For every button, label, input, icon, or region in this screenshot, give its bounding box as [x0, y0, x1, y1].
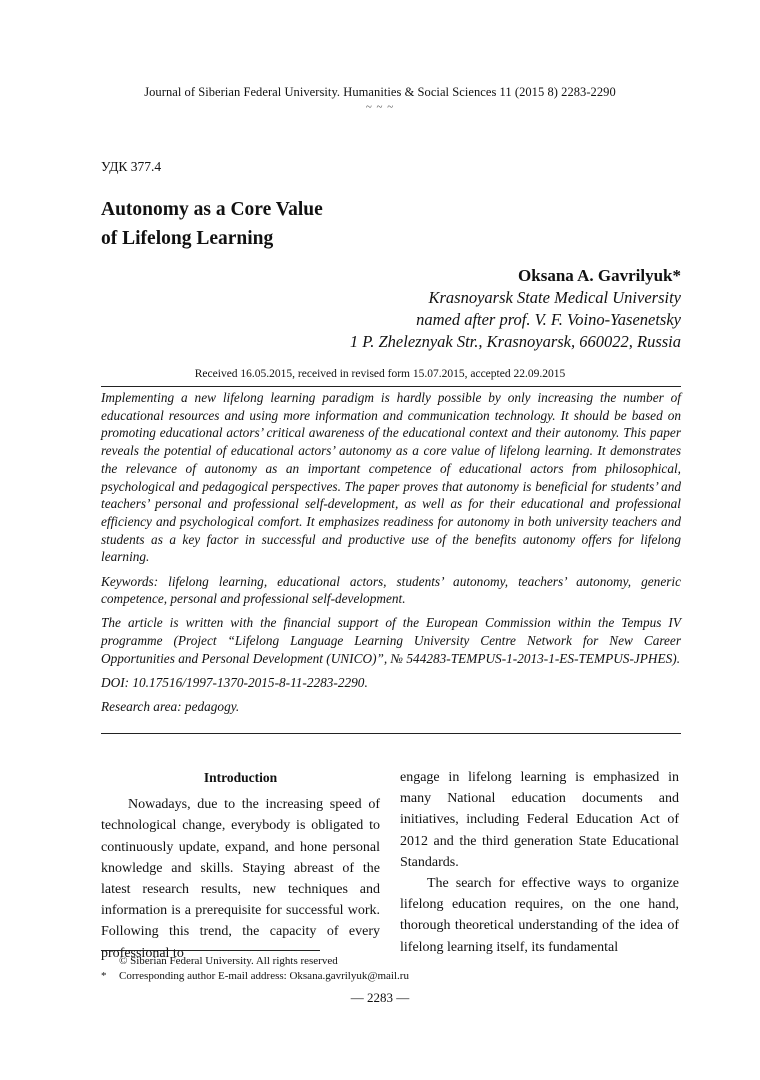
page-number: — 2283 —	[350, 990, 410, 1005]
udk-code: УДК 377.4	[101, 159, 162, 174]
footnote-rule	[101, 950, 320, 951]
abstract-block	[101, 389, 681, 722]
abstract-top-rule	[101, 386, 681, 387]
abstract-text: Implementing a new lifelong learning paradigm is hardly possible by only increasing the number of educational resources and using more information and communication technology. It should be based on promoting educational actors’ critical awareness of the educational context and their autonomy. This paper reveals the potential of educational actors’ autonomy as a core value of lifelong learning. It demonstrates the relevance of autonomy as an important competence of educational actors from philosophical, psychological and pedagogical perspectives. The paper proves that autonomy is beneficial for students’ and teachers’ personal and professional self-development, as well as for their educational and professional efficiency and psychological comfort. It emphasizes readiness for autonomy in both university teachers and students as a key factor in successful and productive use of the benefits autonomy offers for lifelong learning.	[101, 390, 681, 565]
abstract-bottom-rule	[101, 733, 681, 734]
footnote-mark: *	[101, 970, 107, 982]
section-heading-introduction: Introduction	[203, 770, 278, 785]
journal-header: Journal of Siberian Federal University. Humanities & Social Sciences 11 (2015 8) 2283-2290	[144, 85, 616, 99]
footnote-copyright: © Siberian Federal University. All rights reserved	[119, 955, 338, 967]
header-ornament: ~ ~ ~	[365, 101, 395, 113]
body-paragraph: engage in lifelong learning is emphasized in many National education documents and initiatives, including Federal Education Act of 2012 and the third generation State Educational Standards.	[400, 770, 679, 870]
footnotes	[101, 954, 409, 984]
research-area: Research area: pedagogy.	[101, 699, 240, 715]
body-column-right	[400, 767, 679, 958]
funding-note: The article is written with the financial support of the European Commission within the Tempus IV programme (Project “Lifelong Language Learning University Centre Network for New Career Opportunities and Personal Development (UNICO)”, № 544283-TEMPUS-1-2013-1-ES-TEMPUS-JPHES).	[101, 615, 681, 666]
title-line-2: of Lifelong Learning	[101, 228, 274, 249]
author-affiliation-2: named after prof. V. F. Voino-Yasenetsky	[416, 310, 681, 329]
body-paragraph: Nowadays, due to the increasing speed of technological change, everybody is obligated to continuously update, expand, and hone personal knowledge and skills. Staying abreast of the latest research results, new techniques and information is a prerequisite for successful work. Following this trend, the capacity of every professional to	[101, 797, 380, 961]
received-dates: Received 16.05.2015, received in revised form 15.07.2015, accepted 22.09.2015	[194, 368, 566, 380]
title-line-1: Autonomy as a Core Value	[101, 199, 323, 220]
author-affiliation-1: Krasnoyarsk State Medical University	[428, 288, 681, 307]
author-block	[350, 265, 681, 353]
body-paragraph: The search for effective ways to organize lifelong education requires, on the one hand, thorough theoretical understanding of the idea of lifelong learning itself, its fundamental	[400, 876, 679, 955]
footnote-corresponding-author: * Corresponding author E-mail address: Oksana.gavrilyuk@mail.ru	[101, 970, 409, 982]
author-name: Oksana A. Gavrilyuk*	[518, 266, 681, 285]
body-column-left	[101, 767, 380, 964]
author-affiliation-3: 1 P. Zheleznyak Str., Krasnoyarsk, 660022, Russia	[349, 332, 681, 351]
keywords: Keywords: lifelong learning, educational actors, students’ autonomy, teachers’ autonomy, generic competence, personal and professional self-development.	[101, 573, 681, 607]
doi: DOI: 10.17516/1997-1370-2015-8-11-2283-2290.	[101, 675, 368, 691]
article-title	[101, 195, 323, 253]
